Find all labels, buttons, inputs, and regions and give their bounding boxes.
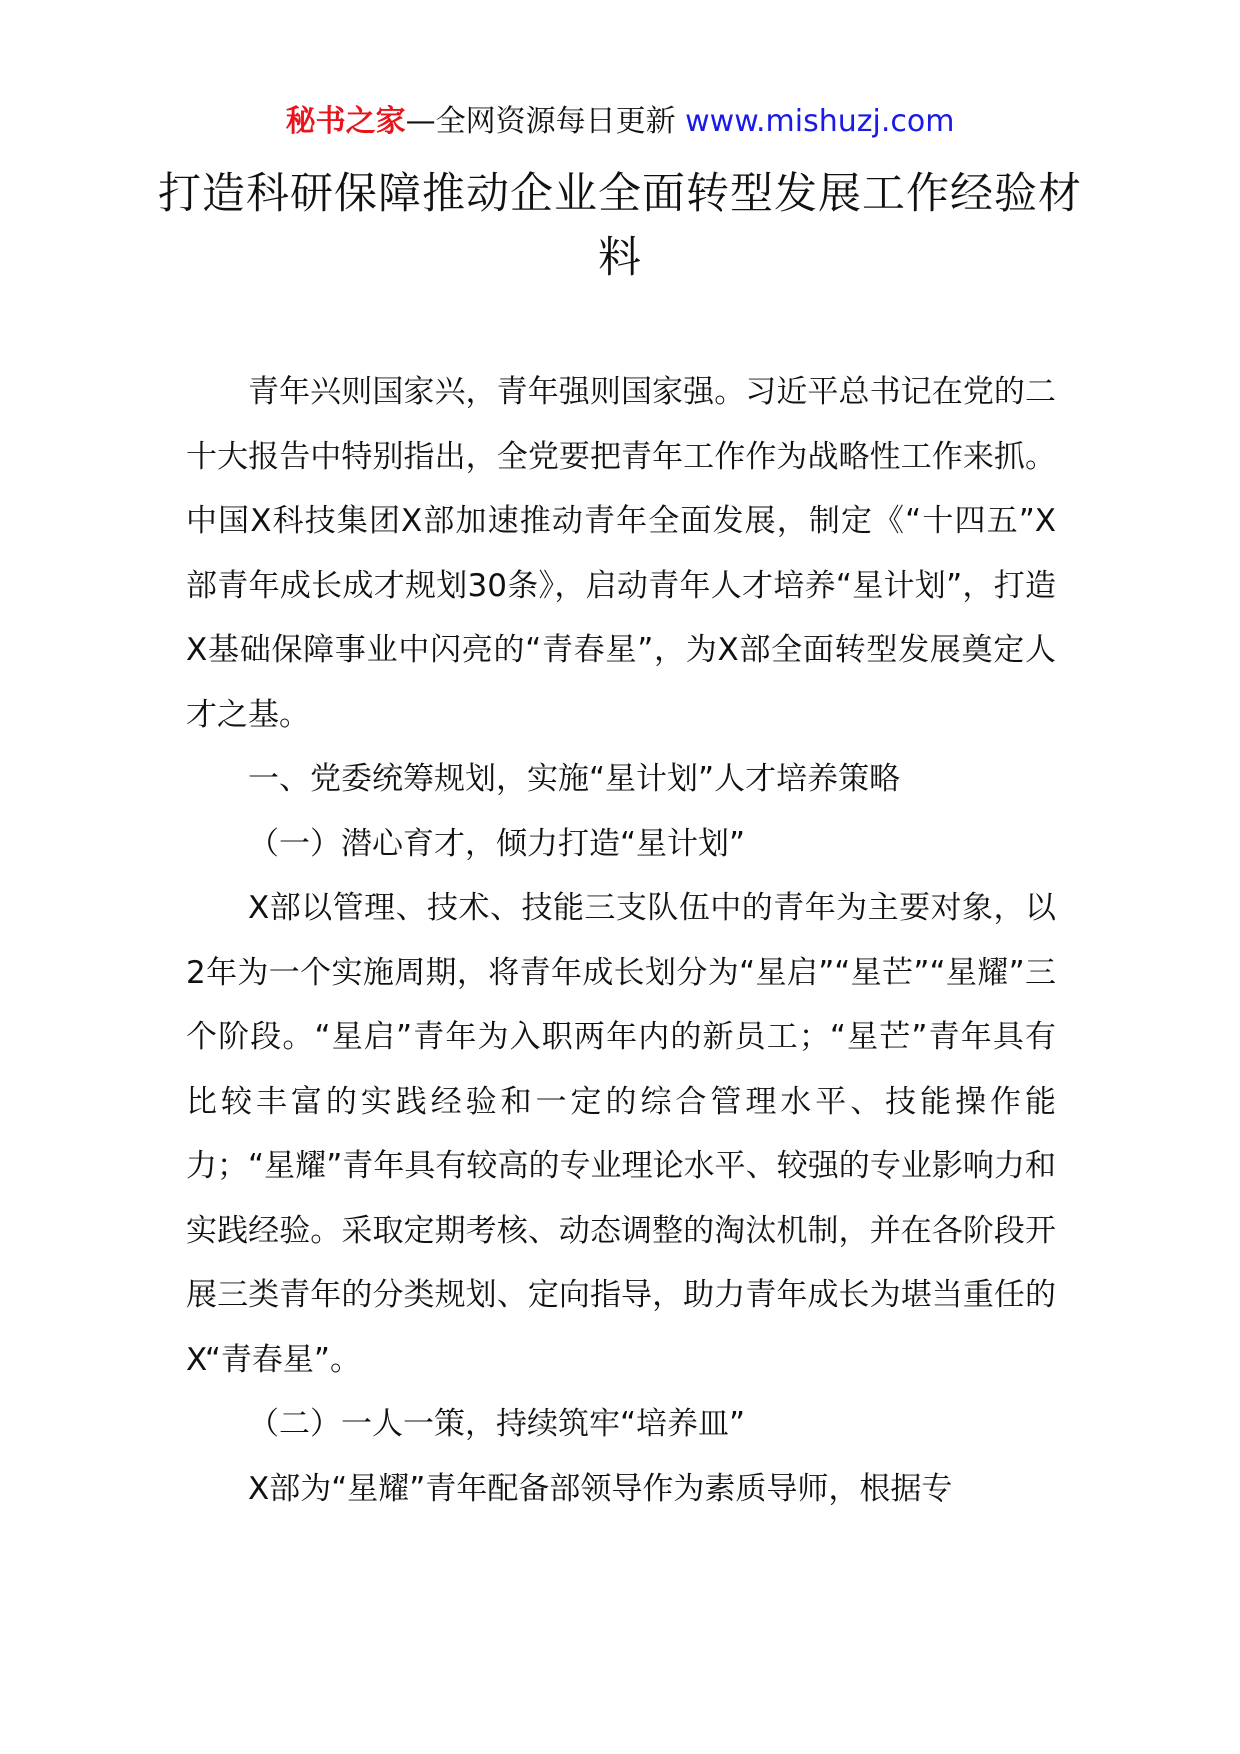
document-title: 打造科研保障推动企业全面转型发展工作经验材料 (158, 169, 1082, 283)
brand-name: 秘书之家 (285, 104, 406, 139)
header-tagline: —全网资源每日更新 (405, 104, 686, 139)
body-paragraph-1: X部以管理、技术、技能三支队伍中的青年为主要对象，以2年为一个实施周期，将青年成长划分为“星启”“星芒”“星耀”三个阶段。“星启”青年为入职两年内的新员工；“星芒”青年具有比较丰富的实践经验和一定的综合管理水平、技能操作能力；“星耀”青年具有较高的专业理论水平、较强的专业影响力和实践经验。采取定期考核、动态调整的淘汰机制，并在各阶段开展三类青年的分类规划、定向指导，助力青年成长为堪当重任的X“青春星”。 (186, 890, 1056, 1378)
intro-paragraph: 青年兴则国家兴，青年强则国家强。习近平总书记在党的二十大报告中特别指出，全党要把青年工作作为战略性工作来抓。中国X科技集团X部加速推动青年全面发展，制定《“十四五”X部青年成长成才规划30条》，启动青年人才培养“星计划”，打造X基础保障事业中闪亮的“青春星”，为X部全面转型发展奠定人才之基。 (186, 374, 1056, 733)
subsection-heading-1: （一）潜心育才，倾力打造“星计划” (248, 825, 746, 862)
site-url-link[interactable]: www.mishuzj.com (685, 104, 955, 139)
section-heading-1: 一、党委统筹规划，实施“星计划”人才培养策略 (248, 761, 901, 797)
body-paragraph-2: X部为“星耀”青年配备部领导作为素质导师，根据专 (248, 1470, 953, 1507)
document-body (186, 360, 1056, 1521)
subsection-heading-2: （二）一人一策，持续筑牢“培养皿” (248, 1406, 746, 1442)
site-header (0, 102, 1240, 142)
